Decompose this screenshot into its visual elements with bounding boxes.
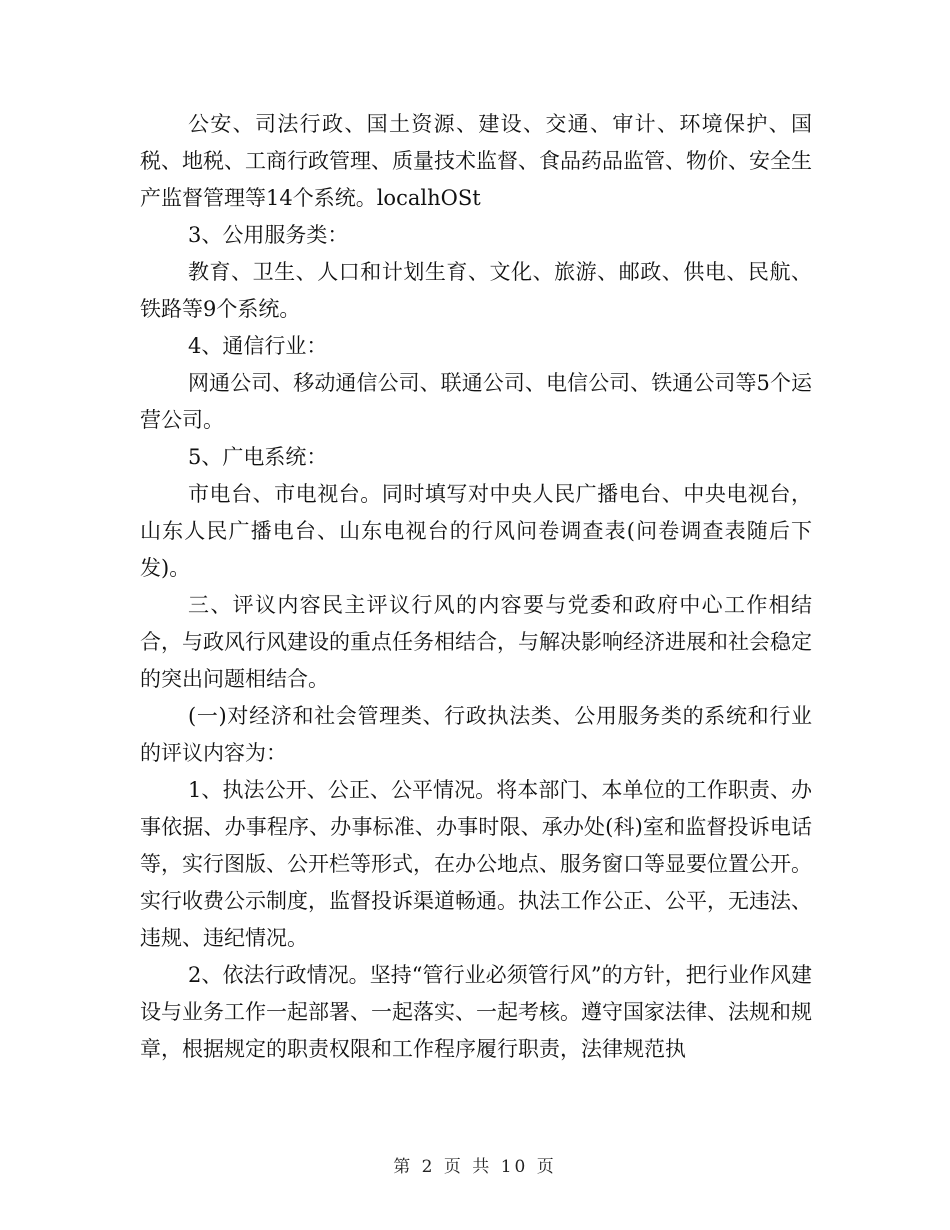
heading-telecom: 4、通信行业： [188, 334, 328, 358]
document-body [140, 106, 812, 1068]
paragraph-public-service-systems: 教育、卫生、人口和计划生育、文化、旅游、邮政、供电、民航、铁路等9个系统。 [140, 260, 812, 321]
paragraph-evaluation-scope: (一)对经济和社会管理类、行政执法类、公用服务类的系统和行业的评议内容为： [140, 704, 812, 765]
heading-broadcast: 5、广电系统： [188, 445, 328, 469]
page-number-footer: 第 2 页 共 10 页 [393, 1157, 557, 1177]
paragraph-enforcement-systems: 公安、司法行政、国土资源、建设、交通、审计、环境保护、国税、地税、工商行政管理、质量技术监督、食品药品监管、物价、安全生产监督管理等14个系统。localhOSt [140, 112, 812, 210]
paragraph-lawful-administration: 2、依法行政情况。坚持“管行业必须管行风”的方针，把行业作风建设与业务工作一起部署、一起落实、一起考核。遵守国家法律、法规和规章，根据规定的职责权限和工作程序履行职责，法律规范执 [140, 963, 812, 1061]
paragraph-telecom-companies: 网通公司、移动通信公司、联通公司、电信公司、铁通公司等5个运营公司。 [140, 371, 812, 432]
paragraph-evaluation-content: 三、评议内容民主评议行风的内容要与党委和政府中心工作相结合，与政风行风建设的重点任务相结合，与解决影响经济进展和社会稳定的突出问题相结合。 [140, 593, 812, 691]
paragraph-broadcast-stations: 市电台、市电视台。同时填写对中央人民广播电台、中央电视台，山东人民广播电台、山东电视台的行风问卷调查表(问卷调查表随后下发)。 [140, 482, 812, 580]
paragraph-open-enforcement: 1、执法公开、公正、公平情况。将本部门、本单位的工作职责、办事依据、办事程序、办事标准、办事时限、承办处(科)室和监督投诉电话等，实行图版、公开栏等形式，在办公地点、服务窗口等显要位置公开。实行收费公示制度，监督投诉渠道畅通。执法工作公正、公平，无违法、违规、违纪情况。 [140, 778, 812, 950]
heading-public-service: 3、公用服务类： [188, 223, 349, 247]
